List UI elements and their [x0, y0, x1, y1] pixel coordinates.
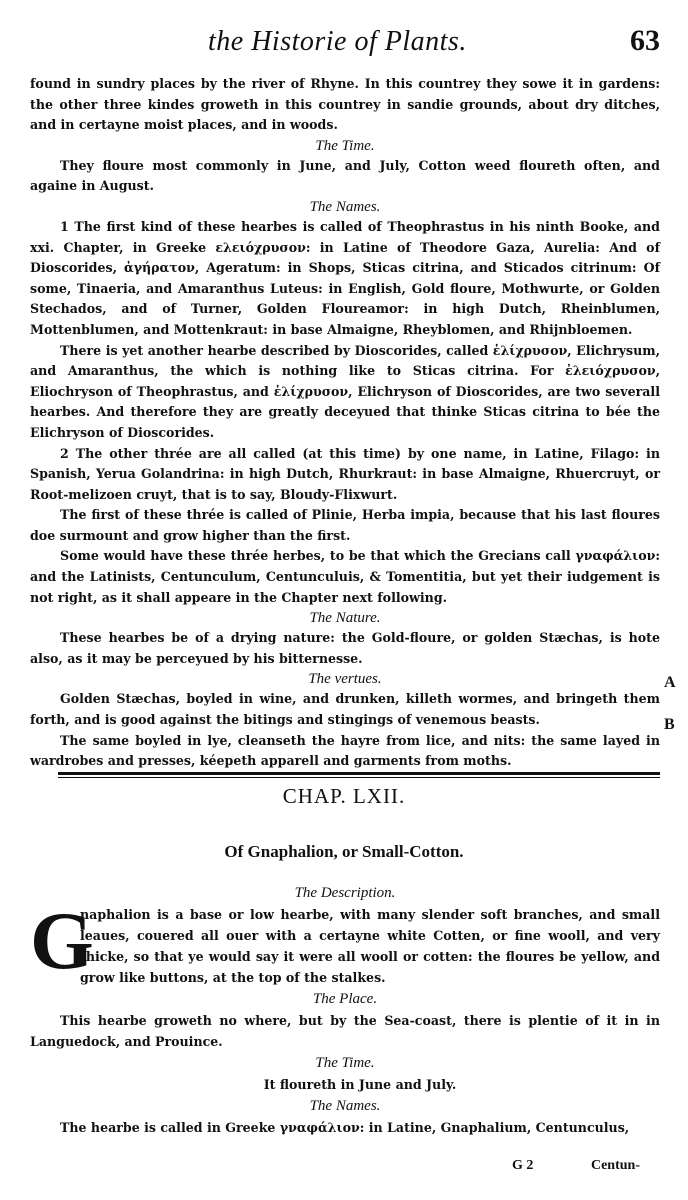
heading-time-2: The Time.	[315, 1055, 375, 1071]
chapter-62-body	[30, 882, 660, 1138]
page-number: 63	[630, 24, 660, 57]
paragraph-names-1: 1 The first kind of these hearbes is called of Theophrastus in his ninth Booke, and xxi. Chapter, in Greeke ελειόχρυσον: in Latine of Theodore Gaza, Aurelia: And of Dioscorides, ἀγήρατον, Ageratum: in Shops, Sticas citrina, and Sticados citrinum: Of some, Tinaeria, and Amaranthus Luteus: in English, Gold floure, Mothwurte, or Golden Stechados, and of Turner, Golden Floureamor: in high Dutch, Rheinblumen, Mottenblumen, and Mottenkraut: in base Almaigne, Rheyblomen, and Rhijnbloemen.	[30, 218, 660, 337]
paragraph-time: They floure most commonly in June, and July, Cotton weed floureth often, and againe in August.	[30, 157, 660, 194]
paragraph-names-5: Some would have these thrée herbes, to be that which the Grecians call γναφάλιον: and the Latinists, Centunculum, Centunculuis, & Tomentitia, but yet their iudgement is not right, as it shall appeare in the Chapter next following.	[30, 548, 660, 605]
margin-letter-a: A	[664, 674, 676, 691]
chapter-continuation	[30, 74, 660, 772]
description-block	[30, 895, 660, 988]
paragraph-intro: found in sundry places by the river of Rhyne. In this countrey they sowe it in gardens: the other three kindes groweth in this countrey in sandie grounds, about dry ditches, and in certayne moist places, and in woods.	[30, 76, 660, 133]
drop-capital: G	[30, 895, 94, 986]
margin-letter-b: B	[664, 716, 675, 733]
paragraph-names-2: There is yet another hearbe described by Dioscorides, called ἑλίχρυσον, Elichrysum, and Amaranthus, the which is nothing like to Sticas citrina. For ἐλειόχρυσον, Eliochryson of Theophrastus, and ἑλίχρυσον, Elichryson of Dioscorides, are two severall hearbes. And therefore they are greatly deceyued that thinke Sticas citrina to bée the Elichryson of Dioscorides.	[30, 342, 660, 440]
paragraph-names-ch62: The hearbe is called in Greeke γναφάλιον: in Latine, Gnaphalium, Centunculus,	[60, 1120, 630, 1135]
heading-place: The Place.	[312, 991, 378, 1007]
heading-description: The Description.	[294, 885, 396, 901]
paragraph-vertues-2: The same boyled in lye, cleanseth the hayre from lice, and nits: the same layed in wardrobes and presses, kéepeth apparell and garments from moths.	[30, 732, 660, 769]
heading-time: The Time.	[315, 137, 375, 154]
paragraph-time-2: It floureth in June and July.	[263, 1077, 457, 1092]
paragraph-nature: These hearbes be of a drying nature: the Gold-floure, or golden Stæchas, is hote also, as it may be perceyued by his bitternesse.	[30, 630, 660, 666]
running-title: the Historie of Plants.	[208, 26, 467, 57]
catchword: Centun-	[590, 1158, 640, 1173]
chapter-number: CHAP. LXII.	[282, 784, 406, 808]
paragraph-description: naphalion is a base or low hearbe, with many slender soft branches, and small leaues, couered all ouer with a certayne white Cotten, or fine wooll, and very thicke, so that ye would say it were all wooll or cotten: the floures be yellow, and grow like buttons, at the top of the stalkes.	[80, 907, 660, 985]
heading-nature: The Nature.	[309, 610, 381, 627]
heading-names: The Names.	[309, 198, 381, 215]
paragraph-names-3: 2 The other thrée are all called (at this time) by one name, in Latine, Filago: in Spanish, Yerua Golandrina: in high Dutch, Rhurkraut: in base Almaigne, Rhuercruyt, or Root-melizoen cruyt, that is to say, Bloudy-Flixwurt.	[30, 445, 660, 502]
paragraph-names-4: The first of these thrée is called of Plinie, Herba impia, because that his last floures doe surmount and grow higher than the first.	[30, 507, 660, 543]
heading-vertues: The vertues.	[308, 671, 382, 688]
heading-names-2: The Names.	[309, 1098, 381, 1114]
page-footer	[0, 1154, 688, 1184]
running-header	[0, 22, 688, 62]
chapter-divider-rule	[58, 772, 660, 778]
paragraph-vertues-1: Golden Stæchas, boyled in wine, and drunken, killeth wormes, and bringeth them forth, and is good against the bitings and stingings of venemous beasts.	[30, 691, 660, 728]
paragraph-place: This hearbe groweth no where, but by the Sea-coast, there is plentie of it in in Languedock, and Prouince.	[30, 1013, 660, 1049]
chapter-title: Of Gnaphalion, or Small-Cotton.	[224, 842, 464, 861]
signature-mark: G 2	[512, 1158, 534, 1173]
